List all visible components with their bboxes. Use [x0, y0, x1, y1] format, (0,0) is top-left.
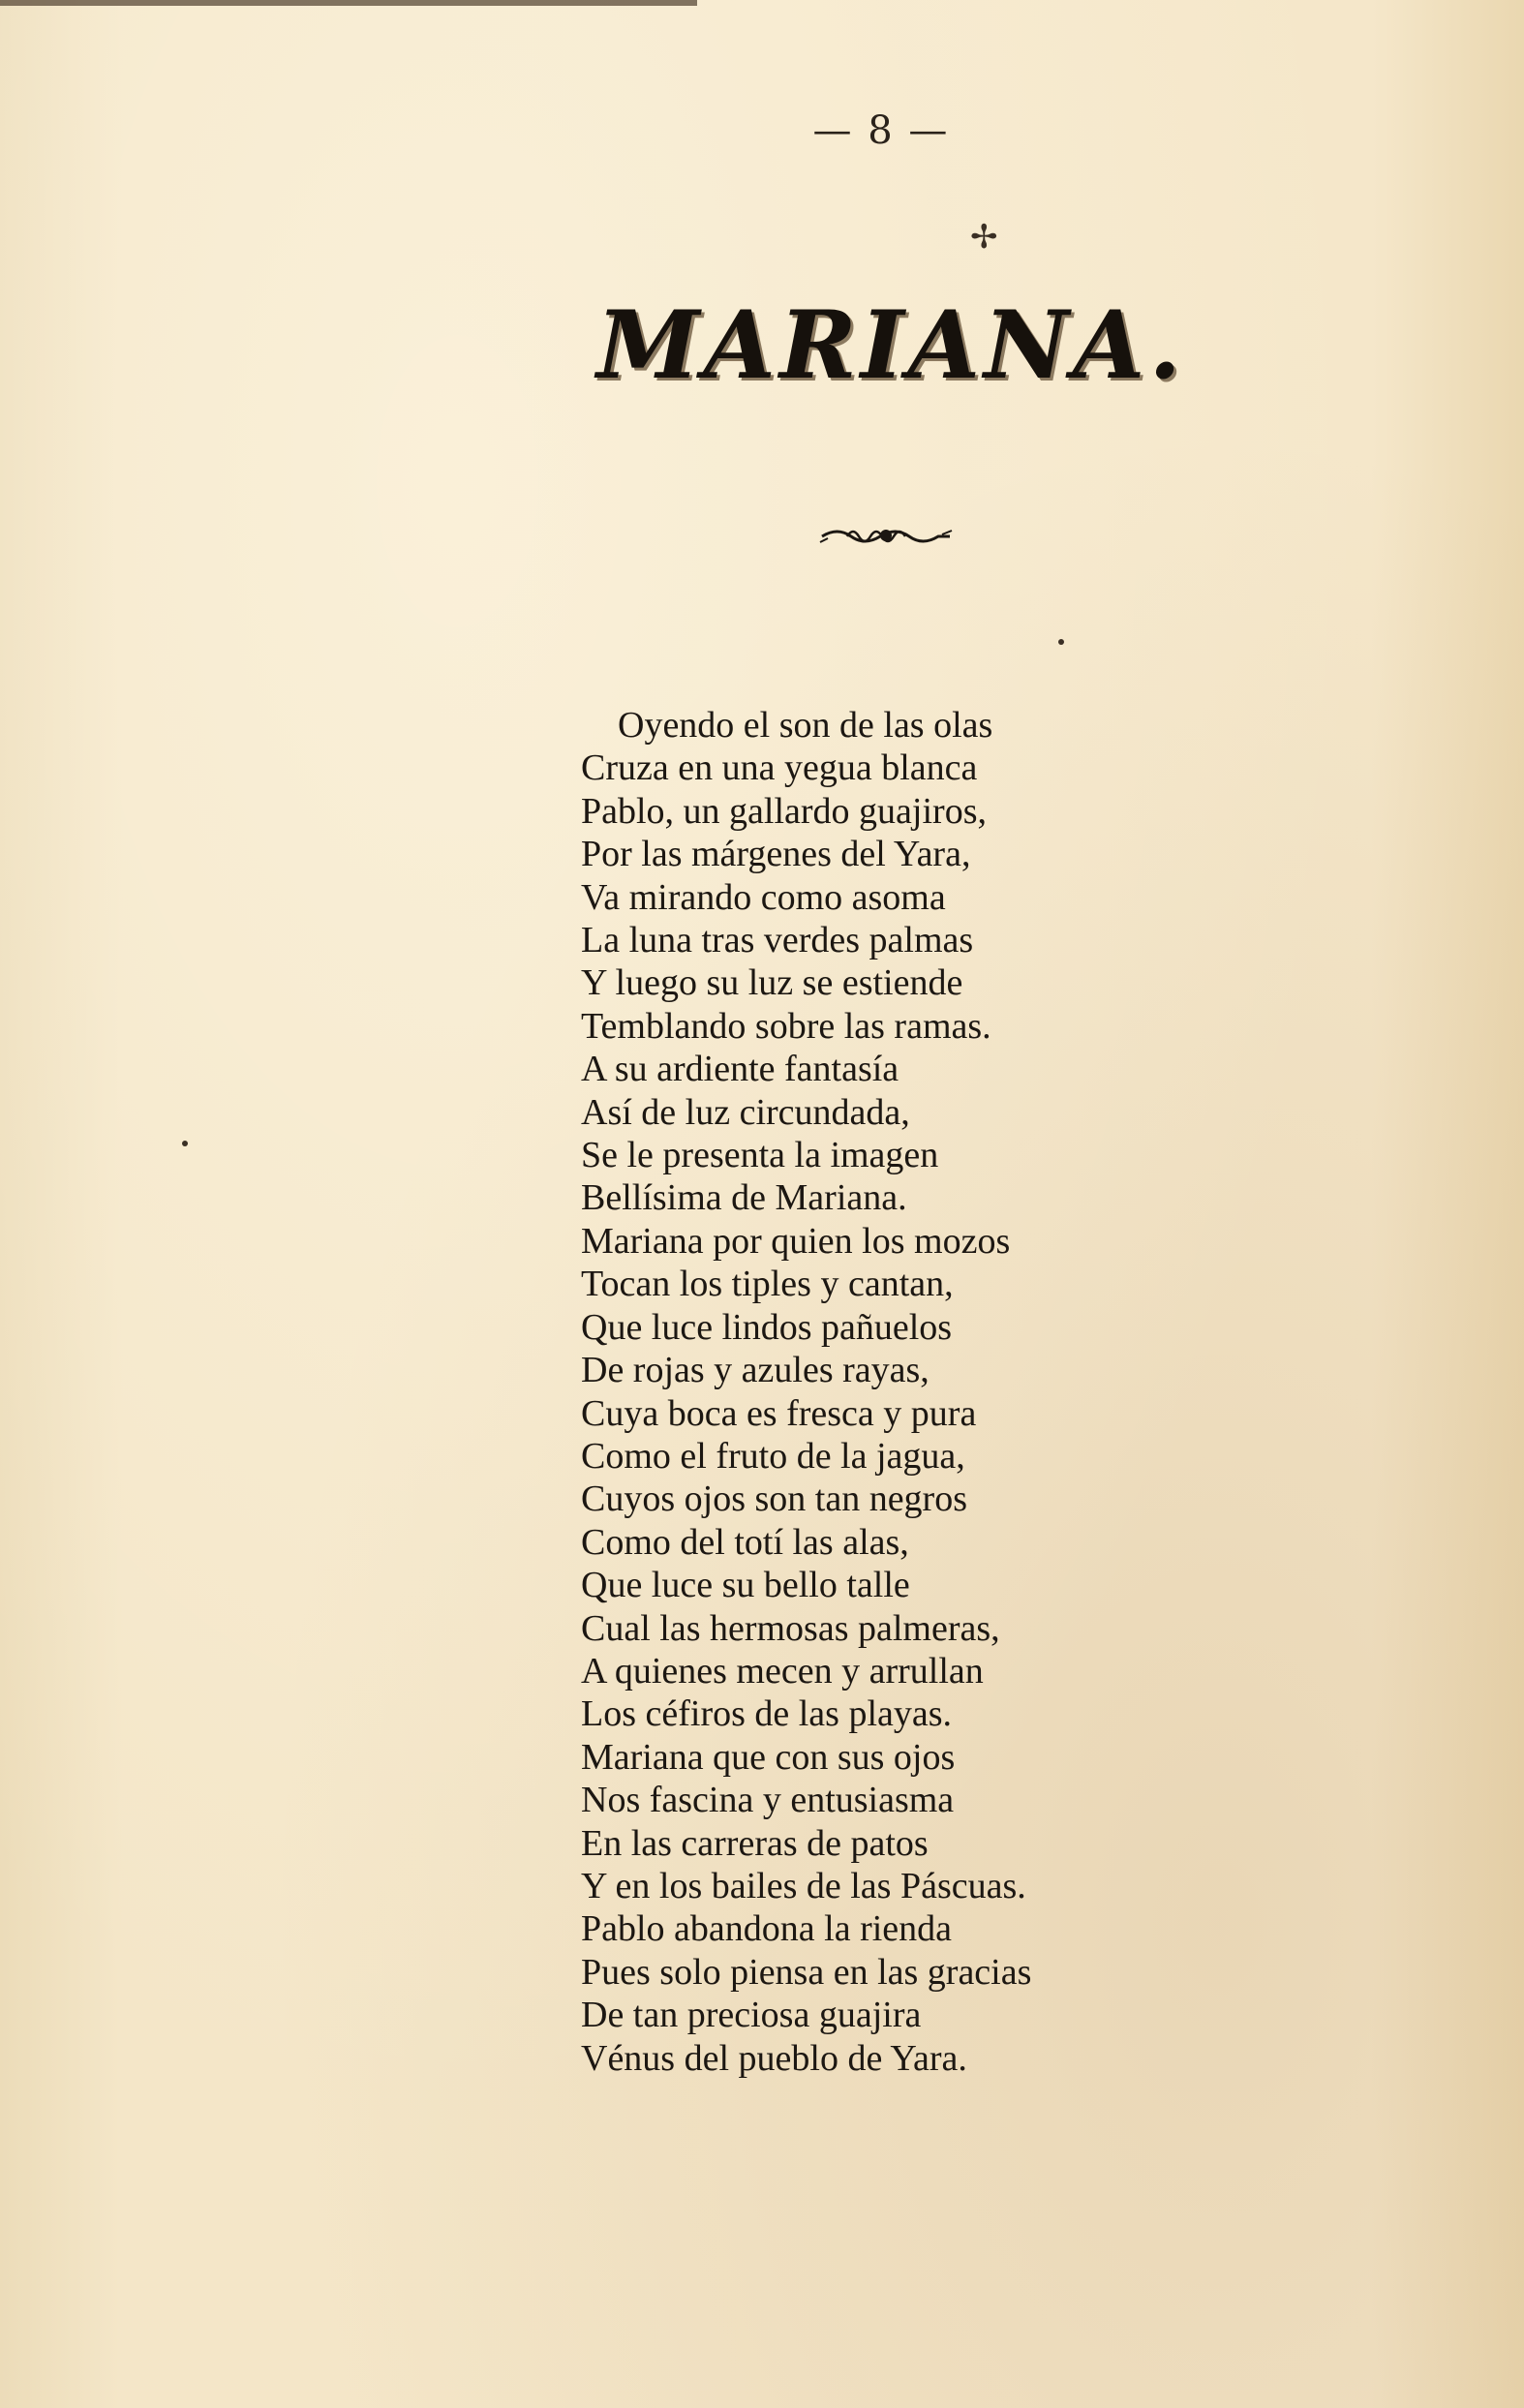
poem-line: Que luce lindos pañuelos [581, 1306, 953, 1348]
poem-line: A quienes mecen y arrullan [581, 1650, 984, 1692]
poem-line: Pablo, un gallardo guajiros, [581, 790, 987, 832]
poem-title: MARIANA. [596, 290, 1185, 400]
top-edge-rule [0, 0, 697, 6]
poem-line: Va mirando como asoma [581, 876, 946, 918]
poem-line: Mariana por quien los mozos [581, 1220, 1011, 1262]
poem-line: Pues solo piensa en las gracias [581, 1951, 1032, 1993]
poem-line: Por las márgenes del Yara, [581, 834, 971, 875]
poem-line: Vénus del pueblo de Yara. [581, 2037, 967, 2079]
poem-line: A su ardiente fantasía [581, 1049, 899, 1090]
poem-line: La luna tras verdes palmas [581, 920, 974, 961]
poem-line: Pablo abandona la rienda [581, 1908, 953, 1950]
poem-line: Bellísima de Mariana. [581, 1177, 907, 1219]
small-ornament-icon: ✢ [970, 218, 998, 257]
poem-line: Y en los bailes de las Páscuas. [581, 1865, 1026, 1906]
poem-line: Cual las hermosas palmeras, [581, 1607, 1000, 1649]
poem-body [581, 704, 1259, 2080]
poem-line: Cruza en una yegua blanca [581, 747, 978, 789]
poem-line: Oyendo el son de las olas [618, 705, 993, 746]
poem-line: De tan preciosa guajira [581, 1995, 922, 2036]
poem-line: Se le presenta la imagen [581, 1135, 939, 1176]
poem-line: De rojas y azules rayas, [581, 1350, 930, 1391]
poem-line: Temblando sobre las ramas. [581, 1005, 991, 1047]
poem-line: Como del totí las alas, [581, 1521, 909, 1563]
stray-dot-mark [182, 1141, 188, 1146]
poem-line: Así de luz circundada, [581, 1091, 910, 1133]
poem-line: Los céfiros de las playas. [581, 1693, 953, 1735]
stray-dot-mark [1058, 639, 1064, 645]
poem-line: Nos fascina y entusiasma [581, 1780, 955, 1821]
poem-line: En las carreras de patos [581, 1822, 929, 1864]
poem-line: Y luego su luz se estiende [581, 962, 963, 1004]
poem-line: Cuya boca es fresca y pura [581, 1392, 977, 1434]
page-number: — 8 — [812, 108, 950, 153]
poem-line: Tocan los tiples y cantan, [581, 1264, 954, 1305]
poem-line: Mariana que con sus ojos [581, 1736, 956, 1778]
poem-line: Que luce su bello talle [581, 1565, 910, 1606]
poem-line: Como el fruto de la jagua, [581, 1435, 965, 1477]
flourish-icon [818, 519, 954, 552]
poem-line: Cuyos ojos son tan negros [581, 1478, 967, 1520]
